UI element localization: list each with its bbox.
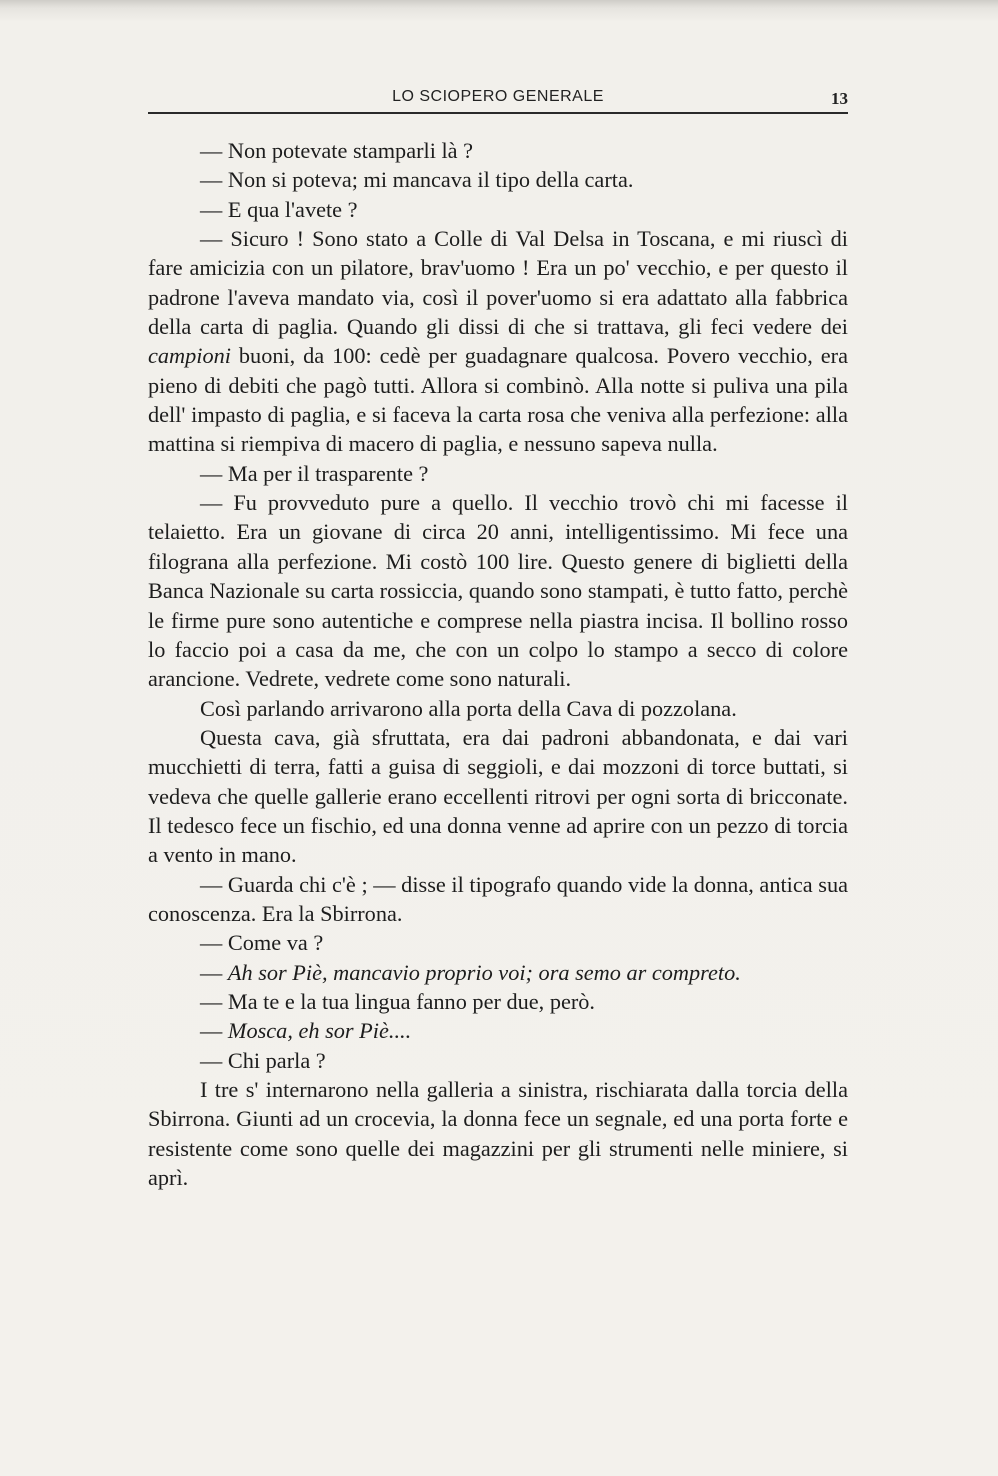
body-text [148,136,848,1192]
dash-11: — [200,959,223,985]
italic-campioni: campioni [148,343,231,369]
italic-mosca-line: Mosca, eh sor Piè.... [227,1018,412,1044]
paragraph-15: I tre s' internarono nella galleria a sinistra, rischiarata dalla torcia della Sbirrona. Giunti ad un crocevia, la donna fece un segnale, ed una porta forte e resistente come sono quelle dei magazzini per gli strumenti nelle miniere, si aprì. [148,1077,848,1191]
paragraph-10: — Come va ? [200,930,324,956]
paragraph-4-continuation: buoni, da 100: cedè per guadagnare qualcosa. Povero vecchio, era pieno di debiti che pagò tutti. Allora si combinò. Alla notte si puliva una pila dell' impasto di paglia, e si faceva la carta rosa che veniva alla perfezione: alla mattina si riempiva di macero di paglia, e nessuno sapeva nulla. [148,343,848,457]
paragraph-3: — E qua l'avete ? [200,196,358,222]
paragraph-13 [148,1016,848,1045]
paragraph-1: — Non potevate stamparli là ? [200,138,474,163]
paragraph-12: — Ma te e la tua lingua fanno per due, però. [200,988,596,1014]
page-number: 13 [831,89,848,108]
page-header [148,86,848,114]
italic-ah-line: Ah sor Piè, mancavio proprio voi; ora semo ar compreto. [227,959,741,985]
paragraph-4-text: — Sicuro ! Sono stato a Colle di Val Delsa in Toscana, e mi riuscì di fare amicizia con un pilatore, brav'uomo ! Era un po' vecchio, e per questo il padrone l'aveva mandato via, così il pover'uomo si era adattato alla fabbrica della carta di paglia. Quando gli dissi di che si trattava, gli feci vedere dei [148,226,848,340]
paragraph-5: — Ma per il trasparente ? [200,460,429,486]
dash-13: — [200,1018,223,1044]
paragraph-4 [148,224,848,459]
paragraph-7: Così parlando arrivarono alla porta della Cava di pozzolana. [200,695,737,721]
paragraph-9: — Guarda chi c'è ; — disse il tipografo quando vide la donna, antica sua conoscenza. Era la Sbirrona. [148,871,848,926]
paragraph-11 [148,958,848,987]
running-title: LO SCIOPERO GENERALE [392,88,604,105]
paragraph-6: — Fu provveduto pure a quello. Il vecchio trovò chi mi facesse il telaietto. Era un giovane di circa 20 anni, intelligentissimo. Mi fece una filograna alla perfezione. Mi costò 100 lire. Questo genere di biglietti della Banca Nazionale su carta rossiccia, quando sono stampati, è tutto fatto, perchè le firme pure sono autentiche e comprese nella piastra incisa. Il bollino rosso lo faccio poi a casa da me, che con un colpo lo stampo a secco di colore arancione. Vedrete, vedrete come sono naturali. [148,490,848,692]
paragraph-14: — Chi parla ? [200,1047,326,1073]
paragraph-8: Questa cava, già sfruttata, era dai padroni abbandonata, e dai vari mucchietti di terra, fatti a guisa di seggioli, e dai mozzoni di torce buttati, si vedeva che quelle gallerie erano eccellenti ritrovi per ogni sorta di bricconate. Il tedesco fece un fischio, ed una donna venne ad aprire con un pezzo di torcia a vento in mano. [148,724,848,868]
paragraph-2: — Non si poteva; mi mancava il tipo della carta. [200,167,634,193]
